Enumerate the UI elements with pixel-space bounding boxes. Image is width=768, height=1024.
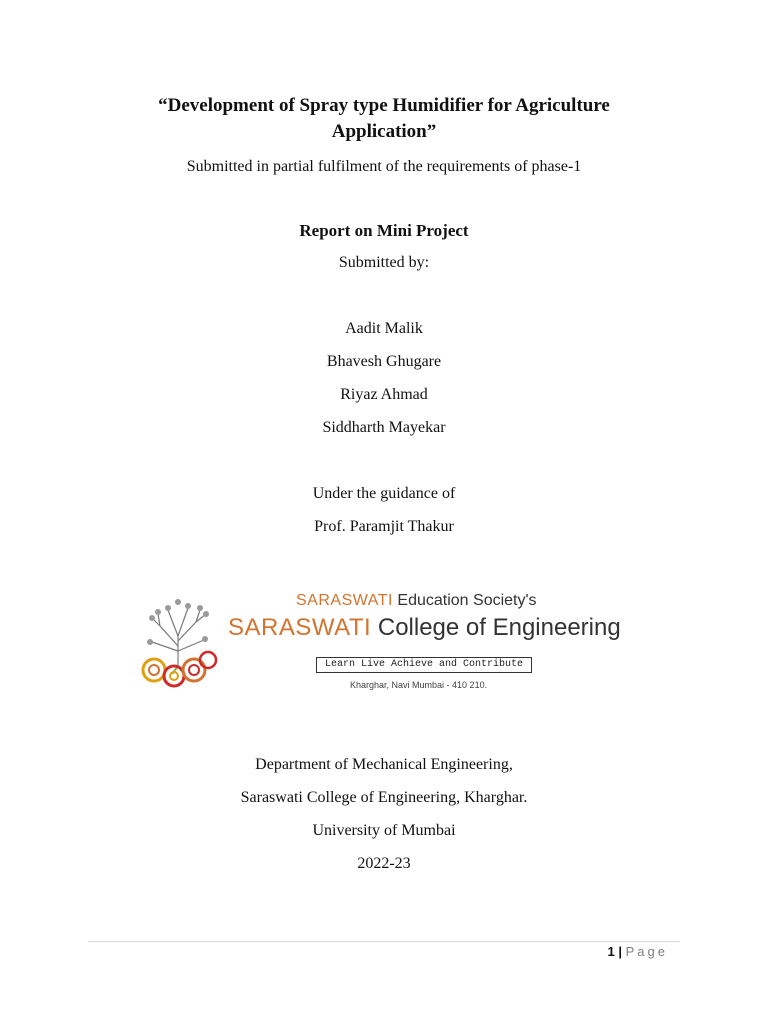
logo-society-name: SARASWATI Education Society's (296, 592, 537, 609)
college-logo (138, 588, 638, 698)
page-number: 1 (607, 944, 615, 959)
logo-college-name: SARASWATI College of Engineering (228, 614, 621, 641)
logo-address: Kharghar, Navi Mumbai - 410 210. (350, 680, 488, 690)
title-line-1: “Development of Spray type Humidifier for Agriculture (158, 95, 610, 116)
page-label: Page (625, 944, 668, 959)
member-name: Siddharth Mayekar (322, 419, 446, 436)
member-name: Riyaz Ahmad (340, 386, 428, 403)
logo-motto: Learn Live Achieve and Contribute (316, 657, 532, 673)
title-line-2: Application” (331, 121, 437, 142)
academic-year: 2022-23 (357, 855, 411, 872)
page-footer (608, 944, 669, 959)
footer-separator: | (618, 944, 622, 959)
university-line: University of Mumbai (312, 822, 456, 839)
department-line: Department of Mechanical Engineering, (255, 756, 513, 773)
submitted-by-label: Submitted by: (338, 254, 430, 271)
guide-name: Prof. Paramjit Thakur (314, 518, 454, 535)
tree-emblem-icon (138, 596, 218, 690)
guidance-label: Under the guidance of (312, 485, 456, 502)
report-heading: Report on Mini Project (299, 221, 469, 240)
member-name: Bhavesh Ghugare (326, 353, 442, 370)
subtitle: Submitted in partial fulfilment of the requirements of phase-1 (186, 158, 582, 175)
member-name: Aadit Malik (345, 320, 423, 337)
footer-divider (88, 941, 680, 942)
college-line: Saraswati College of Engineering, Kharghar. (240, 789, 528, 806)
